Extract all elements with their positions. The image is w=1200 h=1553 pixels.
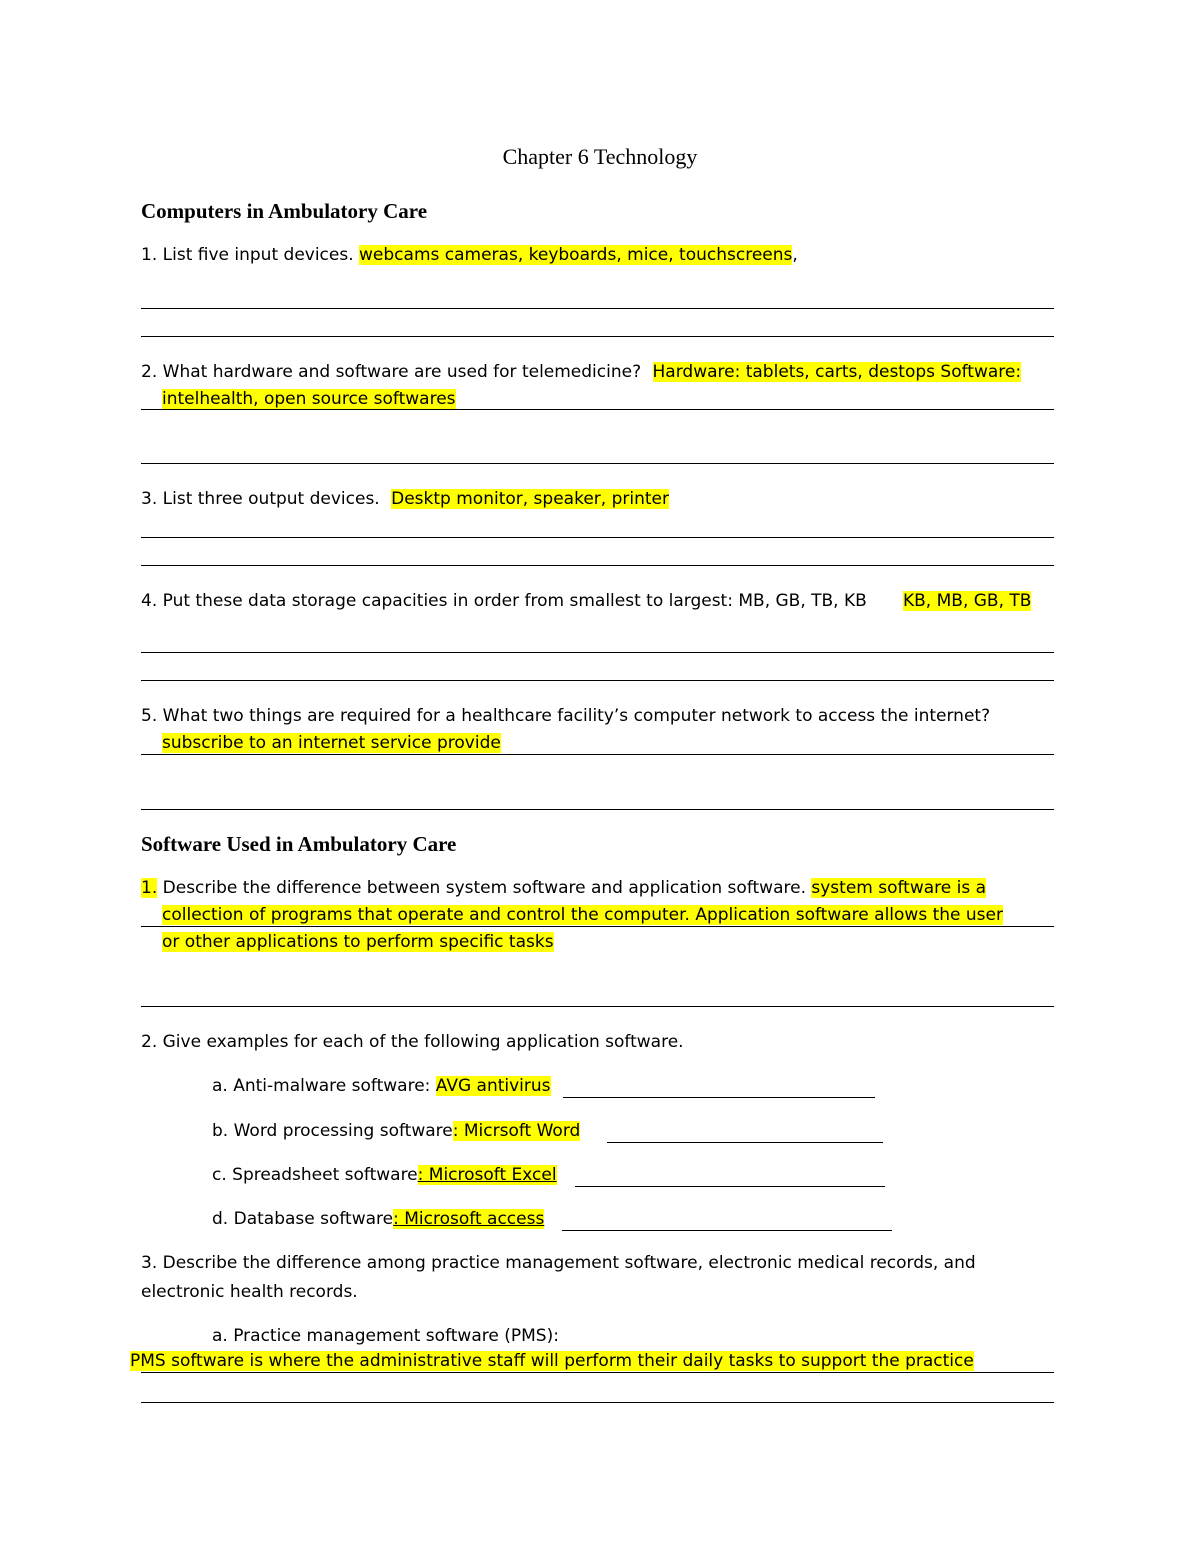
question-number: 4. [141, 591, 158, 611]
pms-answer [130, 1349, 974, 1373]
answer-line [141, 754, 1054, 755]
answer-highlight: AVG antivirus [435, 1076, 551, 1096]
answer-line [562, 1230, 892, 1231]
question-1 [141, 243, 798, 267]
example-item-anti-malware [212, 1074, 551, 1098]
answer-line [141, 680, 1054, 681]
answer-highlight: intelhealth, open source softwares [162, 389, 456, 409]
answer-line [141, 537, 1054, 538]
answer-line [141, 565, 1054, 566]
question-prompt: Describe the difference between system software and application software. [162, 878, 806, 898]
answer-highlight: : Microsoft Excel [417, 1165, 557, 1185]
question-3 [141, 487, 669, 511]
answer-line [141, 809, 1054, 810]
answer-line [141, 336, 1054, 337]
question-4-answer [903, 589, 1031, 613]
answer-line [141, 308, 1054, 309]
answer-highlight: Hardware: tablets, carts, destops Software: [652, 362, 1022, 382]
answer-line [141, 1402, 1054, 1403]
answer-highlight: collection of programs that operate and control the computer. Application software allows the user [162, 905, 1003, 925]
answer-highlight: subscribe to an internet service provide [162, 733, 501, 753]
question-prompt: What two things are required for a healthcare facility’s computer network to access the internet? [162, 706, 991, 726]
example-item-spreadsheet [212, 1163, 557, 1187]
pms-label: a. Practice management software (PMS): [212, 1326, 559, 1346]
page-title: Chapter 6 Technology [502, 144, 698, 169]
item-label: c. Spreadsheet software [212, 1165, 418, 1185]
question-prompt: Put these data storage capacities in order from smallest to largest: MB, GB, TB, KB [162, 591, 867, 611]
software-question-1 [141, 876, 986, 900]
question-number: 5. [141, 706, 158, 726]
answer-line [141, 409, 1054, 410]
question-number: 2. [141, 362, 158, 382]
answer-highlight: PMS software is where the administrative staff will perform their daily tasks to support the practice [130, 1351, 974, 1371]
answer-line [141, 1006, 1054, 1007]
question-prompt: List three output devices. [162, 489, 380, 509]
software-question-1-answer-cont [162, 903, 1003, 927]
question-5 [141, 704, 990, 728]
section-heading-computers: Computers in Ambulatory Care [141, 199, 428, 223]
answer-line [575, 1186, 885, 1187]
answer-highlight: : Micrsoft Word [452, 1121, 581, 1141]
question-prompt: List five input devices. [162, 245, 354, 265]
question-5-answer [162, 731, 501, 755]
answer-line [141, 463, 1054, 464]
answer-highlight: or other applications to perform specific tasks [162, 932, 554, 952]
question-number: 3. [141, 489, 158, 509]
answer-line [563, 1097, 875, 1098]
question-4 [141, 589, 867, 613]
answer-line [141, 652, 1054, 653]
question-number: 1. [141, 878, 158, 898]
question-number: 1. [141, 245, 158, 265]
answer-highlight: Desktp monitor, speaker, printer [391, 489, 669, 509]
item-label: d. Database software [212, 1209, 394, 1229]
example-item-word-processing [212, 1119, 580, 1143]
item-label: a. Anti-malware software: [212, 1076, 431, 1096]
answer-line [607, 1142, 883, 1143]
answer-highlight: webcams cameras, keyboards, mice, touchscreens [359, 245, 793, 265]
software-question-2: 2. Give examples for each of the following application software. [141, 1032, 684, 1052]
example-item-database [212, 1207, 544, 1231]
software-question-1-answer-cont [162, 930, 554, 954]
answer-highlight: : Microsoft access [393, 1209, 545, 1229]
answer-highlight: KB, MB, GB, TB [903, 591, 1032, 611]
software-question-3-cont: electronic health records. [141, 1282, 358, 1302]
question-2 [141, 360, 1021, 384]
answer-line [141, 1372, 1054, 1373]
question-prompt: What hardware and software are used for telemedicine? [162, 362, 642, 382]
item-label: b. Word processing software [212, 1121, 453, 1141]
section-heading-software: Software Used in Ambulatory Care [141, 832, 457, 856]
software-question-3: 3. Describe the difference among practice management software, electronic medical records, and [141, 1253, 976, 1273]
answer-tail: , [792, 245, 798, 265]
answer-highlight: system software is a [811, 878, 987, 898]
question-2-answer-cont [162, 387, 456, 411]
